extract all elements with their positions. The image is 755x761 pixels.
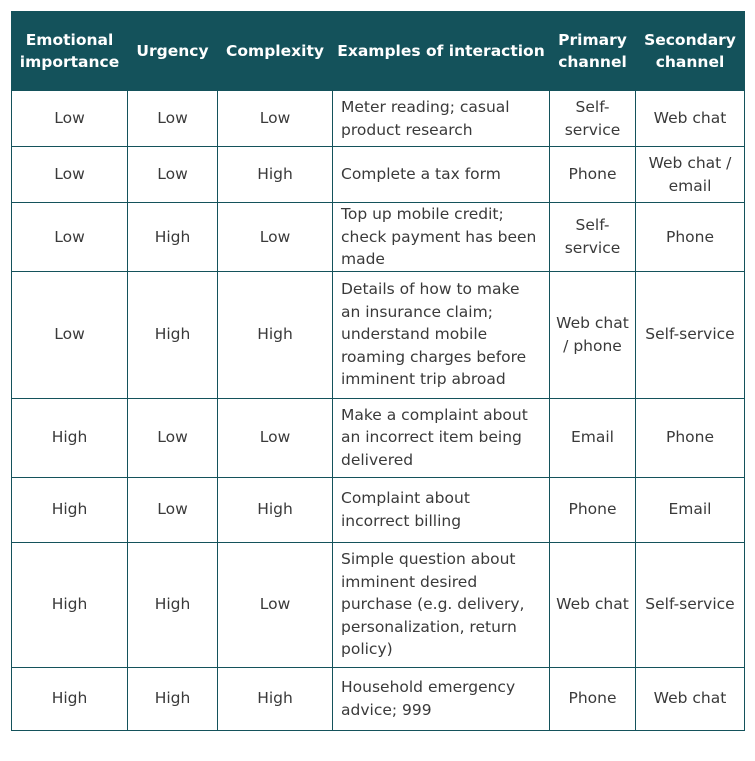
cell-complexity: High [218,147,333,203]
header-primary-channel: Primary channel [550,12,636,91]
cell-complexity: Low [218,203,333,272]
cell-secondary-channel: Phone [636,398,745,477]
header-urgency: Urgency [128,12,218,91]
cell-example: Details of how to make an insurance claim; understand mobile roaming charges before imminent trip abroad [333,271,550,398]
cell-emotional-importance: Low [12,147,128,203]
cell-complexity: Low [218,91,333,147]
cell-example: Complete a tax form [333,147,550,203]
cell-secondary-channel: Self-service [636,271,745,398]
cell-urgency: Low [128,398,218,477]
cell-complexity: High [218,667,333,730]
cell-secondary-channel: Web chat [636,667,745,730]
channel-matrix-container [11,11,745,731]
cell-example: Complaint about incorrect billing [333,477,550,542]
cell-emotional-importance: Low [12,271,128,398]
cell-primary-channel: Phone [550,147,636,203]
cell-secondary-channel: Web chat [636,91,745,147]
cell-emotional-importance: Low [12,91,128,147]
cell-primary-channel: Web chat [550,542,636,667]
table-row [12,398,745,477]
channel-matrix-table [11,11,745,731]
cell-emotional-importance: High [12,477,128,542]
cell-urgency: High [128,271,218,398]
cell-primary-channel: Email [550,398,636,477]
cell-secondary-channel: Email [636,477,745,542]
cell-secondary-channel: Web chat / email [636,147,745,203]
cell-primary-channel: Self-service [550,203,636,272]
cell-primary-channel: Phone [550,667,636,730]
table-row [12,542,745,667]
cell-example: Simple question about imminent desired purchase (e.g. delivery, personalization, return policy) [333,542,550,667]
cell-urgency: High [128,542,218,667]
cell-complexity: Low [218,542,333,667]
cell-urgency: Low [128,477,218,542]
header-examples-of-interaction: Examples of interaction [333,12,550,91]
table-row [12,667,745,730]
table-body [12,91,745,731]
cell-urgency: Low [128,91,218,147]
table-row [12,271,745,398]
cell-example: Meter reading; casual product research [333,91,550,147]
header-row [12,12,745,91]
cell-emotional-importance: High [12,667,128,730]
table-row [12,477,745,542]
cell-primary-channel: Web chat / phone [550,271,636,398]
table-row [12,203,745,272]
cell-emotional-importance: High [12,398,128,477]
header-complexity: Complexity [218,12,333,91]
cell-urgency: High [128,667,218,730]
cell-example: Make a complaint about an incorrect item being delivered [333,398,550,477]
cell-emotional-importance: Low [12,203,128,272]
header-emotional-importance: Emotional importance [12,12,128,91]
cell-urgency: High [128,203,218,272]
cell-secondary-channel: Self-service [636,542,745,667]
cell-primary-channel: Phone [550,477,636,542]
table-row [12,91,745,147]
cell-primary-channel: Self-service [550,91,636,147]
cell-complexity: High [218,271,333,398]
cell-complexity: High [218,477,333,542]
cell-secondary-channel: Phone [636,203,745,272]
cell-complexity: Low [218,398,333,477]
cell-emotional-importance: High [12,542,128,667]
header-secondary-channel: Secondary channel [636,12,745,91]
cell-example: Household emergency advice; 999 [333,667,550,730]
cell-urgency: Low [128,147,218,203]
table-header [12,12,745,91]
table-row [12,147,745,203]
cell-example: Top up mobile credit; check payment has been made [333,203,550,272]
